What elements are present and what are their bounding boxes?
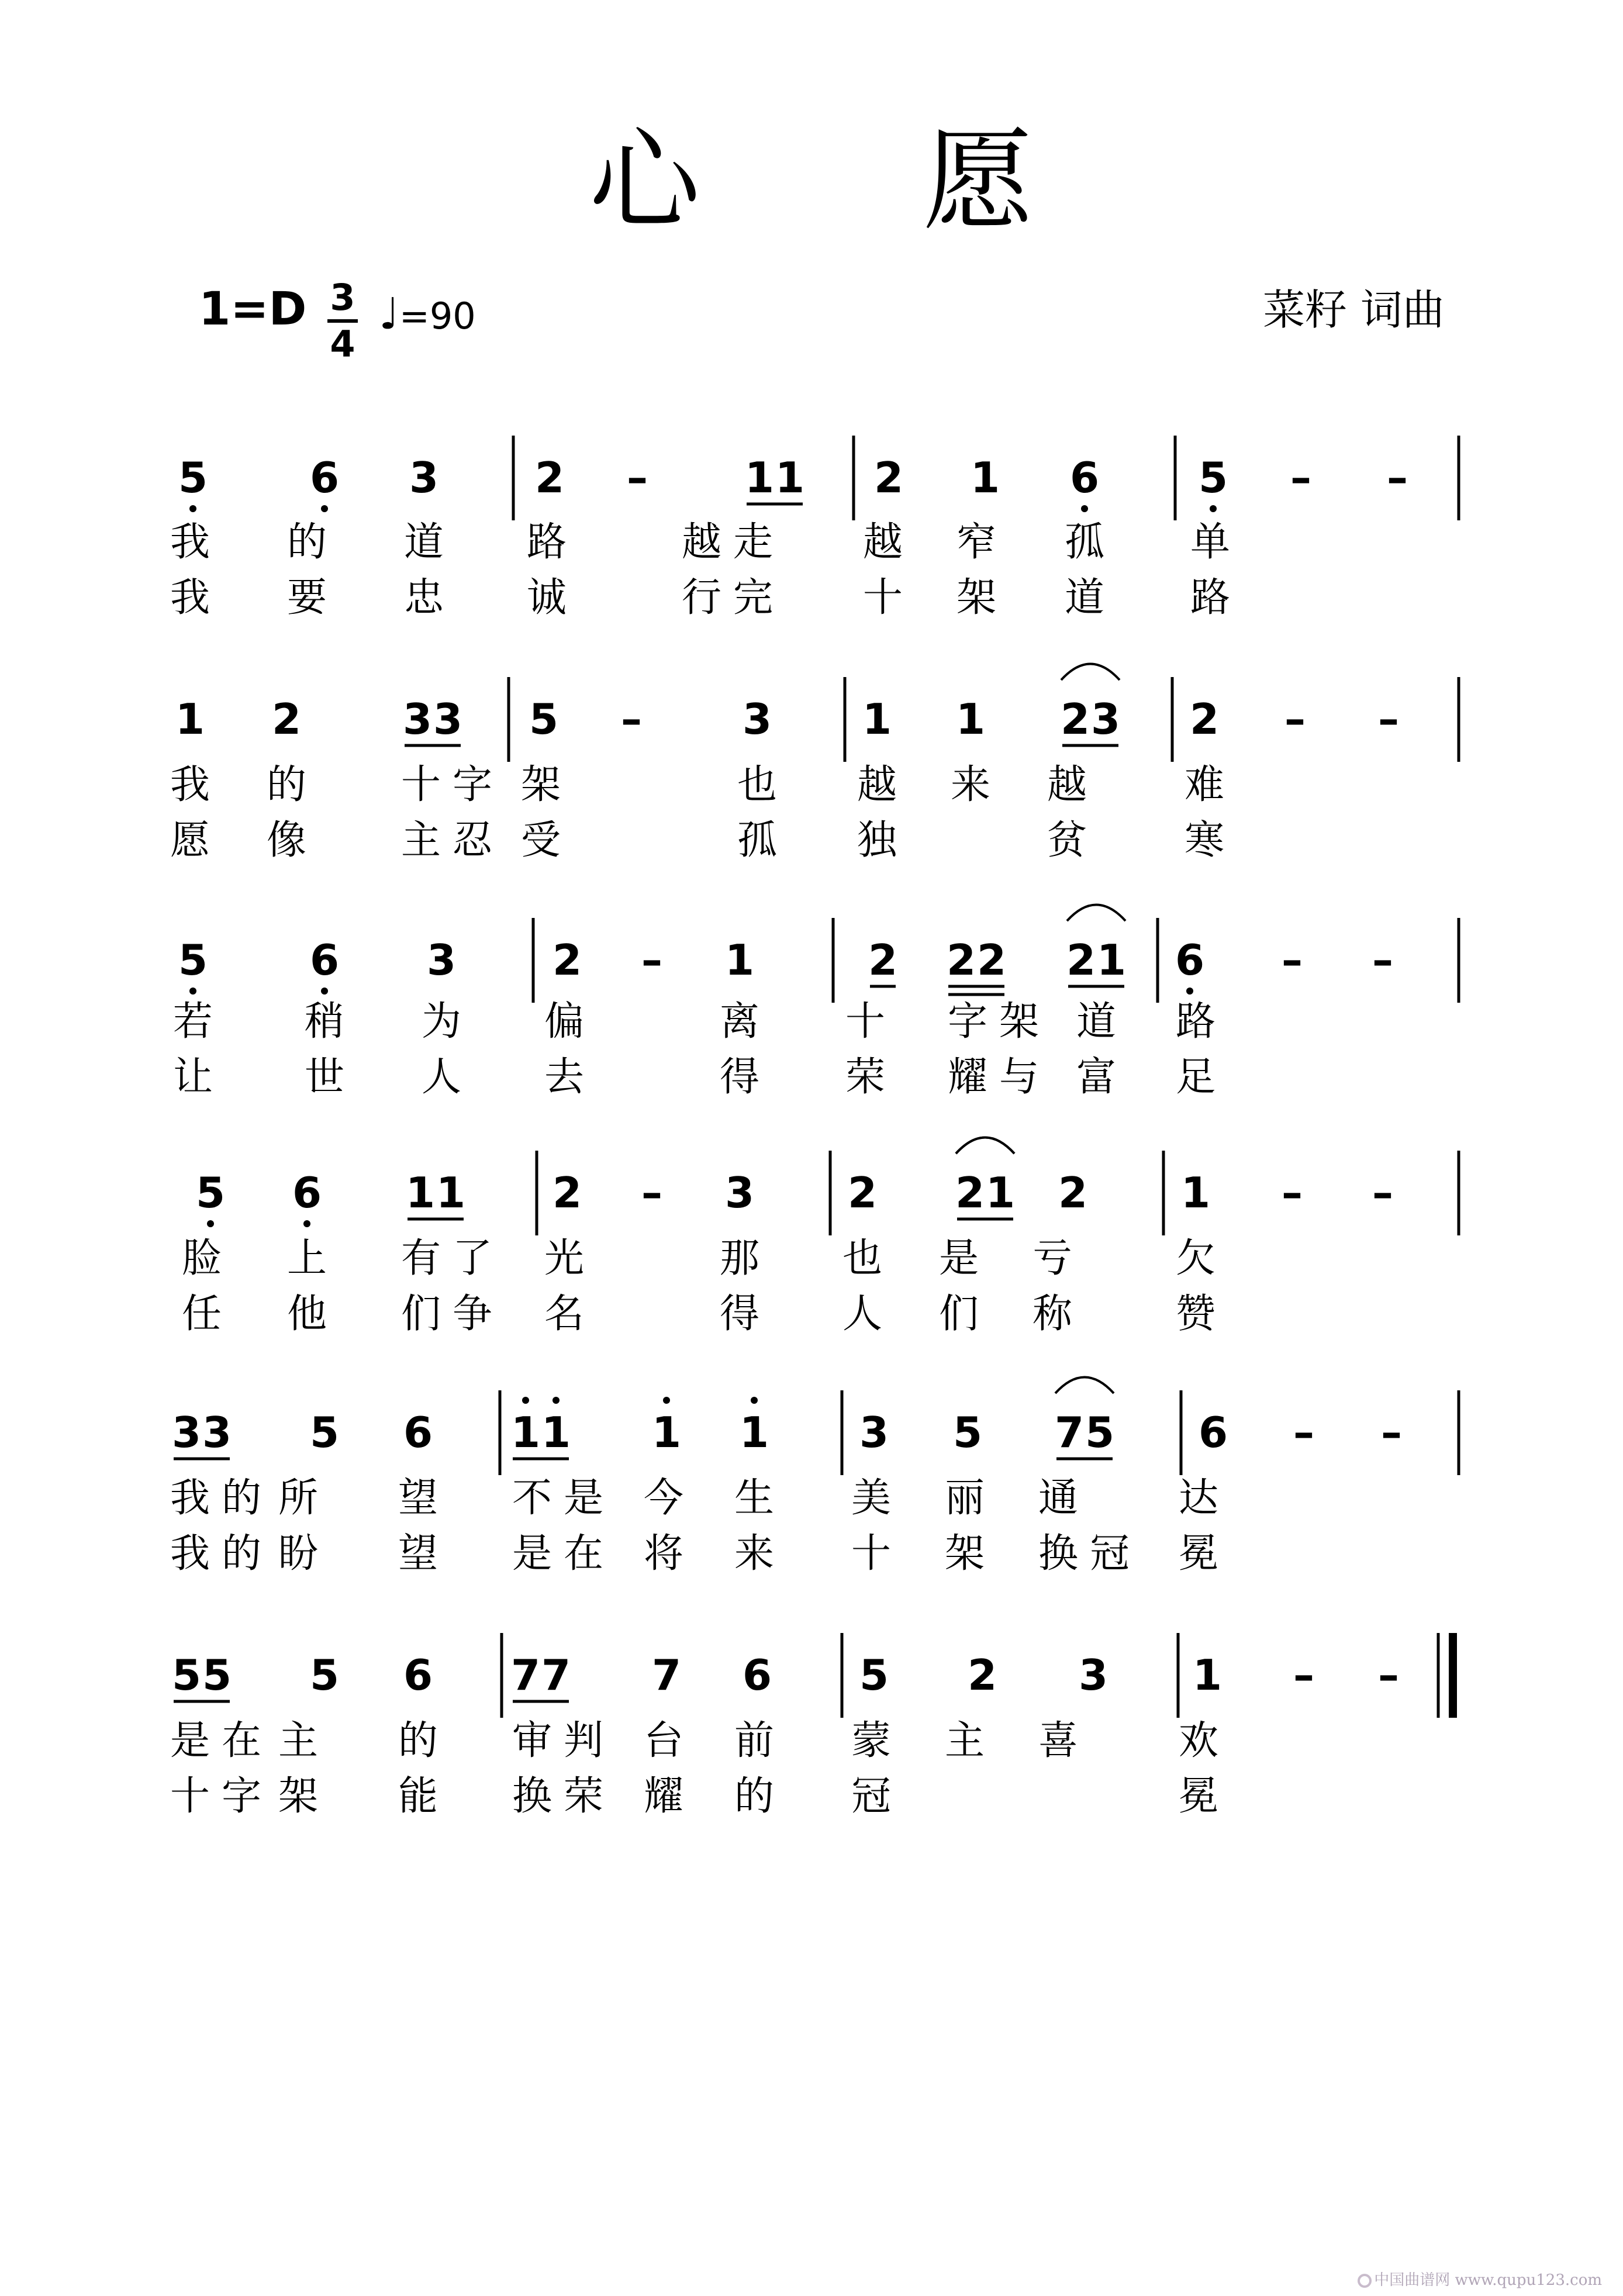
note-1: 1 xyxy=(1096,935,1127,985)
note-1: 1 xyxy=(436,1168,466,1217)
lyric-character: 越 xyxy=(862,519,903,565)
lyric-character: 贫 xyxy=(1047,817,1087,864)
note-1: 1 xyxy=(1180,1168,1211,1217)
lyric-character: 诚 xyxy=(526,575,567,621)
lyric-character: 主 xyxy=(944,1718,985,1764)
composer-credit: 菜籽 词曲 xyxy=(1263,285,1445,334)
high-octave-dot xyxy=(663,1397,670,1404)
lyric-character: 审 xyxy=(512,1718,552,1764)
lyric-character: 光 xyxy=(544,1235,585,1282)
note-6: 6 xyxy=(1175,935,1205,985)
note-1: 1 xyxy=(510,1408,541,1457)
lyric-character: 欢 xyxy=(1178,1718,1219,1764)
note-6: 6 xyxy=(403,1651,433,1700)
lyric-character: 得 xyxy=(719,1291,760,1337)
lyric-character: 忠 xyxy=(403,575,444,621)
lyric-character: 架 xyxy=(520,762,561,808)
low-octave-dot xyxy=(1186,988,1193,995)
note-5: 5 xyxy=(202,1651,232,1700)
lyric-character: 任 xyxy=(181,1291,222,1337)
lyric-character: 在 xyxy=(221,1718,262,1764)
dash-note: – xyxy=(1282,1168,1303,1217)
lyric-character: 稍 xyxy=(304,999,345,1045)
lyric-character: 冕 xyxy=(1178,1773,1219,1819)
lyric-character: 美 xyxy=(851,1475,892,1521)
lyric-character: 望 xyxy=(398,1531,438,1577)
lyric-character: 足 xyxy=(1175,1054,1216,1100)
final-barline xyxy=(1449,1633,1457,1718)
lyric-character: 越 xyxy=(857,762,897,808)
lyric-character: 判 xyxy=(563,1718,604,1764)
note-7: 7 xyxy=(510,1651,541,1700)
note-2: 2 xyxy=(1066,935,1096,985)
lyric-character: 荣 xyxy=(845,1054,886,1100)
lyric-character: 通 xyxy=(1038,1475,1079,1521)
watermark-logo-icon xyxy=(1358,2274,1372,2288)
lyric-character: 单 xyxy=(1190,519,1231,565)
note-2: 2 xyxy=(1058,1168,1088,1217)
lyric-character: 路 xyxy=(1175,999,1216,1045)
note-2: 2 xyxy=(847,1168,878,1217)
lyric-character: 主 xyxy=(278,1718,319,1764)
lyric-character: 是 xyxy=(170,1718,210,1764)
lyric-character: 走 xyxy=(733,519,773,565)
slur xyxy=(956,1138,1014,1154)
note-3: 3 xyxy=(724,1168,755,1217)
note-5: 5 xyxy=(1198,453,1228,502)
lyric-character: 前 xyxy=(734,1718,775,1764)
note-6: 6 xyxy=(403,1408,433,1457)
note-1: 1 xyxy=(1192,1651,1223,1700)
lyric-character: 台 xyxy=(643,1718,684,1764)
quarter-note-icon: ♩ xyxy=(379,289,399,339)
dash-note: – xyxy=(627,453,648,502)
note-3: 3 xyxy=(171,1408,202,1457)
lyric-character: 争 xyxy=(452,1291,493,1337)
lyric-character: 架 xyxy=(944,1531,985,1577)
slur xyxy=(1055,1377,1114,1394)
lyric-character: 了 xyxy=(452,1235,493,1282)
lyric-character: 字 xyxy=(452,762,493,808)
dash-note: – xyxy=(1282,935,1303,985)
lyric-character: 人 xyxy=(842,1291,883,1337)
lyric-character: 孤 xyxy=(1064,519,1105,565)
lyric-character: 独 xyxy=(857,817,897,864)
time-signature-bottom: 4 xyxy=(330,323,355,365)
note-1: 1 xyxy=(739,1408,769,1457)
note-7: 7 xyxy=(1054,1408,1085,1457)
note-5: 5 xyxy=(529,695,559,744)
lyric-character: 我 xyxy=(170,519,210,565)
lyric-character: 十 xyxy=(851,1531,892,1577)
low-octave-dot xyxy=(321,505,328,512)
note-1: 1 xyxy=(862,695,892,744)
lyric-character: 得 xyxy=(719,1054,760,1100)
note-1: 1 xyxy=(175,695,205,744)
dash-note: – xyxy=(641,1168,662,1217)
lyric-character: 也 xyxy=(737,762,778,808)
lyric-character: 道 xyxy=(403,519,444,565)
lyric-character: 他 xyxy=(286,1291,327,1337)
lyric-character: 路 xyxy=(1190,575,1231,621)
lyric-character: 的 xyxy=(221,1531,262,1577)
lyric-character: 去 xyxy=(544,1054,585,1100)
lyric-character: 换 xyxy=(1038,1531,1079,1577)
dash-note: – xyxy=(1387,453,1408,502)
note-2: 2 xyxy=(552,935,582,985)
tempo-value: =90 xyxy=(399,295,476,337)
lyric-character: 耀 xyxy=(643,1773,684,1819)
note-1: 1 xyxy=(985,1168,1016,1217)
low-octave-dot xyxy=(321,988,328,995)
lyric-character: 名 xyxy=(544,1291,585,1337)
note-6: 6 xyxy=(1198,1408,1228,1457)
dash-note: – xyxy=(1372,935,1393,985)
lyric-character: 来 xyxy=(950,762,991,808)
lyric-character: 是 xyxy=(563,1475,604,1521)
dash-note: – xyxy=(641,935,662,985)
high-octave-dot xyxy=(522,1397,529,1404)
lyric-character: 能 xyxy=(398,1773,438,1819)
note-3: 3 xyxy=(202,1408,232,1457)
lyric-character: 越 xyxy=(681,519,722,565)
lyric-character: 们 xyxy=(938,1291,979,1337)
lyric-character: 冕 xyxy=(1178,1531,1219,1577)
dash-note: – xyxy=(1378,1651,1399,1700)
note-5: 5 xyxy=(171,1651,202,1700)
dash-note: – xyxy=(1293,1651,1314,1700)
site-watermark xyxy=(1358,2273,1602,2288)
lyric-character: 与 xyxy=(999,1054,1040,1100)
lyric-character: 冠 xyxy=(1089,1531,1130,1577)
lyric-character: 像 xyxy=(266,817,307,864)
lyric-character: 字 xyxy=(947,999,988,1045)
lyric-character: 所 xyxy=(278,1475,319,1521)
lyric-character: 来 xyxy=(734,1531,775,1577)
lyric-character: 有 xyxy=(400,1235,441,1282)
lyric-character: 要 xyxy=(286,575,327,621)
lyric-character: 换 xyxy=(512,1773,552,1819)
lyric-character: 的 xyxy=(266,762,307,808)
lyric-character: 忍 xyxy=(452,817,493,864)
note-5: 5 xyxy=(178,453,208,502)
lyric-character: 盼 xyxy=(278,1531,319,1577)
lyric-character: 不 xyxy=(512,1475,552,1521)
lyric-character: 为 xyxy=(421,999,462,1045)
lyric-character: 的 xyxy=(734,1773,775,1819)
lyric-character: 受 xyxy=(520,817,561,864)
lyric-character: 偏 xyxy=(544,999,585,1045)
lyric-character: 的 xyxy=(221,1475,262,1521)
note-3: 3 xyxy=(409,453,439,502)
lyric-character: 窄 xyxy=(956,519,997,565)
lyric-character: 喜 xyxy=(1038,1718,1079,1764)
dash-note: – xyxy=(1381,1408,1402,1457)
lyric-character: 脸 xyxy=(181,1235,222,1282)
dash-note: – xyxy=(1372,1168,1393,1217)
low-octave-dot xyxy=(207,1220,214,1227)
note-2: 2 xyxy=(873,453,904,502)
lyric-character: 今 xyxy=(643,1475,684,1521)
slur xyxy=(1061,664,1120,681)
lyric-character: 上 xyxy=(286,1235,327,1282)
note-2: 2 xyxy=(946,935,976,985)
note-2: 2 xyxy=(868,935,898,985)
high-octave-dot xyxy=(751,1397,758,1404)
note-5: 5 xyxy=(309,1408,340,1457)
note-1: 1 xyxy=(970,453,1000,502)
lyric-character: 我 xyxy=(170,1531,210,1577)
note-6: 6 xyxy=(309,453,340,502)
note-3: 3 xyxy=(426,935,457,985)
lyric-character: 赞 xyxy=(1175,1291,1216,1337)
note-1: 1 xyxy=(775,453,805,502)
note-3: 3 xyxy=(742,695,772,744)
lyric-character: 愿 xyxy=(170,817,210,864)
note-3: 3 xyxy=(859,1408,889,1457)
lyric-character: 的 xyxy=(398,1718,438,1764)
dash-note: – xyxy=(1293,1408,1314,1457)
note-1: 1 xyxy=(651,1408,682,1457)
note-7: 7 xyxy=(651,1651,682,1700)
note-2: 2 xyxy=(1060,695,1090,744)
song-title: 心 愿 xyxy=(589,116,1128,246)
lyric-character: 称 xyxy=(1032,1291,1073,1337)
note-3: 3 xyxy=(1090,695,1121,744)
lyric-character: 的 xyxy=(286,519,327,565)
dash-note: – xyxy=(1378,695,1399,744)
lyric-character: 架 xyxy=(956,575,997,621)
note-2: 2 xyxy=(271,695,302,744)
lyric-character: 十 xyxy=(862,575,903,621)
lyric-character: 完 xyxy=(733,575,773,621)
lyric-character: 亏 xyxy=(1032,1235,1073,1282)
low-octave-dot xyxy=(1210,505,1217,512)
note-6: 6 xyxy=(309,935,340,985)
note-2: 2 xyxy=(1189,695,1220,744)
lyric-character: 我 xyxy=(170,575,210,621)
lyric-character: 道 xyxy=(1076,999,1117,1045)
watermark-text: 中国曲谱网 www.qupu123.com xyxy=(1374,2271,1602,2289)
note-3: 3 xyxy=(1078,1651,1109,1700)
note-3: 3 xyxy=(402,695,433,744)
note-1: 1 xyxy=(724,935,755,985)
low-octave-dot xyxy=(303,1220,310,1227)
note-2: 2 xyxy=(955,1168,985,1217)
note-1: 1 xyxy=(744,453,775,502)
note-5: 5 xyxy=(859,1651,889,1700)
lyric-character: 世 xyxy=(304,1054,345,1100)
note-2: 2 xyxy=(552,1168,582,1217)
low-octave-dot xyxy=(189,988,196,995)
dash-note: – xyxy=(1284,695,1306,744)
lyric-character: 生 xyxy=(734,1475,775,1521)
lyric-character: 难 xyxy=(1184,762,1225,808)
note-1: 1 xyxy=(405,1168,436,1217)
note-5: 5 xyxy=(178,935,208,985)
lyric-character: 架 xyxy=(278,1773,319,1819)
low-octave-dot xyxy=(1081,505,1088,512)
lyric-character: 道 xyxy=(1064,575,1105,621)
note-5: 5 xyxy=(1085,1408,1115,1457)
lyric-character: 行 xyxy=(681,575,722,621)
lyric-character: 望 xyxy=(398,1475,438,1521)
lyric-character: 主 xyxy=(400,817,441,864)
note-2: 2 xyxy=(976,935,1007,985)
lyric-character: 若 xyxy=(172,999,213,1045)
lyric-character: 字 xyxy=(221,1773,262,1819)
note-6: 6 xyxy=(1069,453,1100,502)
lyric-character: 达 xyxy=(1178,1475,1219,1521)
lyric-character: 将 xyxy=(643,1531,684,1577)
lyric-character: 十 xyxy=(400,762,441,808)
lyric-character: 十 xyxy=(845,999,886,1045)
lyric-character: 是 xyxy=(512,1531,552,1577)
lyric-character: 人 xyxy=(421,1054,462,1100)
note-1: 1 xyxy=(541,1408,571,1457)
lyric-character: 蒙 xyxy=(851,1718,892,1764)
lyric-character: 架 xyxy=(999,999,1040,1045)
note-3: 3 xyxy=(433,695,463,744)
lyric-character: 那 xyxy=(719,1235,760,1282)
lyric-character: 越 xyxy=(1047,762,1087,808)
lyric-character: 离 xyxy=(719,999,760,1045)
note-5: 5 xyxy=(952,1408,983,1457)
note-2: 2 xyxy=(967,1651,997,1700)
lyric-character: 富 xyxy=(1076,1054,1117,1100)
lyric-character: 在 xyxy=(563,1531,604,1577)
time-signature-top: 3 xyxy=(330,276,355,319)
dash-note: – xyxy=(1290,453,1311,502)
high-octave-dot xyxy=(552,1397,560,1404)
note-7: 7 xyxy=(541,1651,571,1700)
lyric-character: 欠 xyxy=(1175,1235,1216,1282)
lyric-character: 是 xyxy=(938,1235,979,1282)
dash-note: – xyxy=(621,695,642,744)
lyric-character: 冠 xyxy=(851,1773,892,1819)
note-2: 2 xyxy=(534,453,565,502)
slur xyxy=(1067,905,1125,921)
note-6: 6 xyxy=(742,1651,772,1700)
lyric-character: 路 xyxy=(526,519,567,565)
low-octave-dot xyxy=(189,505,196,512)
note-1: 1 xyxy=(955,695,986,744)
lyric-character: 我 xyxy=(170,762,210,808)
note-5: 5 xyxy=(195,1168,226,1217)
lyric-character: 孤 xyxy=(737,817,778,864)
lyric-character: 荣 xyxy=(563,1773,604,1819)
note-5: 5 xyxy=(309,1651,340,1700)
lyric-character: 们 xyxy=(400,1291,441,1337)
lyric-character: 丽 xyxy=(944,1475,985,1521)
lyric-character: 十 xyxy=(170,1773,210,1819)
key-text: 1=D xyxy=(199,283,307,336)
note-6: 6 xyxy=(292,1168,322,1217)
lyric-character: 也 xyxy=(842,1235,883,1282)
lyric-character: 耀 xyxy=(947,1054,988,1100)
lyric-character: 让 xyxy=(172,1054,213,1100)
lyric-character: 寒 xyxy=(1184,817,1225,864)
lyric-character: 我 xyxy=(170,1475,210,1521)
